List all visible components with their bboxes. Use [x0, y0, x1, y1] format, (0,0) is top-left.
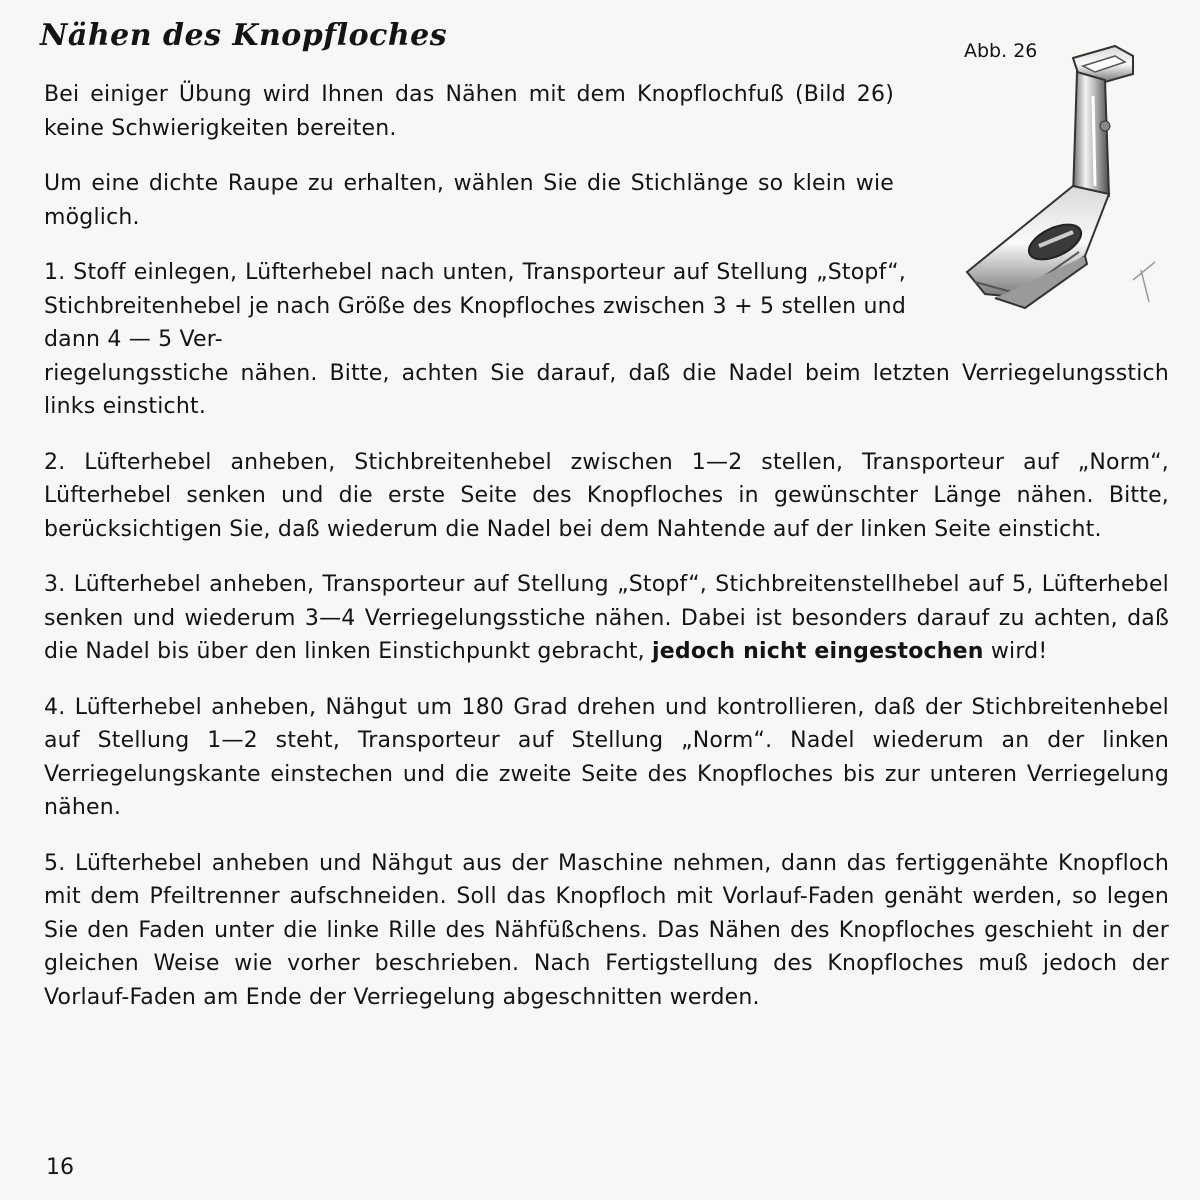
body-text [44, 78, 1169, 1036]
step-3-emphasis: jedoch nicht eingestochen [652, 639, 984, 664]
paragraph-step-3 [44, 568, 1169, 669]
paragraph-step-4: 4. Lüfterhebel anheben, Nähgut um 180 Grad drehen und kontrollieren, daß der Stichbreitenhebel auf Stellung 1—2 steht, Transporteur auf Stellung „Norm“. Nadel wiederum an der linken Verriegelungskante einstechen und die zweite Seite des Knopfloches bis zur unteren Verriegelung nähen. [44, 694, 1169, 820]
step-3-end: wird! [983, 639, 1048, 664]
paragraph-step-2: 2. Lüfterhebel anheben, Stichbreitenhebel zwischen 1—2 stellen, Transporteur auf „Norm“, Lüfterhebel senken und die erste Seite des Knopfloches in gewünschter Länge nähen. Bitte, berücksichtigen Sie, daß wiederum die Nadel bei dem Nahtende auf der linken Seite einsticht. [44, 449, 1169, 542]
paragraph-intro: Bei einiger Übung wird Ihnen das Nähen mit dem Knopflochfuß (Bild 26) keine Schwierigkeiten bereiten. [44, 82, 894, 141]
figure-caption: Abb. 26 [964, 40, 1038, 62]
page-title: Nähen des Knopfloches [40, 18, 448, 53]
step-1-remaining-lines: riegelungsstiche nähen. Bitte, achten Sie darauf, daß die Nadel beim letzten Verriegelungsstich links einsticht. [44, 360, 1169, 419]
paragraph-stitch-length: Um eine dichte Raupe zu erhalten, wählen Sie die Stichlänge so klein wie möglich. [44, 171, 894, 230]
paragraph-step-5: 5. Lüfterhebel anheben und Nähgut aus der Maschine nehmen, dann das fertiggenähte Knopfloch mit dem Pfeiltrenner aufschneiden. Soll das Knopfloch mit Vorlauf-Faden genäht werden, so legen Sie den Faden unter die linke Rille des Nähfüßchens. Das Nähen des Knopfloches geschieht in der gleichen Weise wie vorher beschrieben. Nach Fertigstellung des Knopfloches muß jedoch der Vorlauf-Faden am Ende der Verriegelung abgeschnitten werden. [44, 850, 1169, 1010]
paragraph-step-1 [44, 256, 1169, 424]
step-1-first-lines: 1. Stoff einlegen, Lüfterhebel nach unten, Transporteur auf Stellung „Stopf“, Stichbreitenhebel je nach Größe des Knopfloches zwischen 3 + 5 stellen und dann 4 — 5 Ver- [44, 260, 906, 352]
page-number: 16 [46, 1155, 74, 1180]
step-3-text: 3. Lüfterhebel anheben, Transporteur auf Stellung „Stopf“, Stichbreitenstellhebel auf 5, Lüfterhebel senken und wiederum 3—4 Verriegelungsstiche nähen. Dabei ist besonders darauf zu achten, daß die Nadel bis über den linken Einstichpunkt gebracht, [44, 572, 1169, 664]
